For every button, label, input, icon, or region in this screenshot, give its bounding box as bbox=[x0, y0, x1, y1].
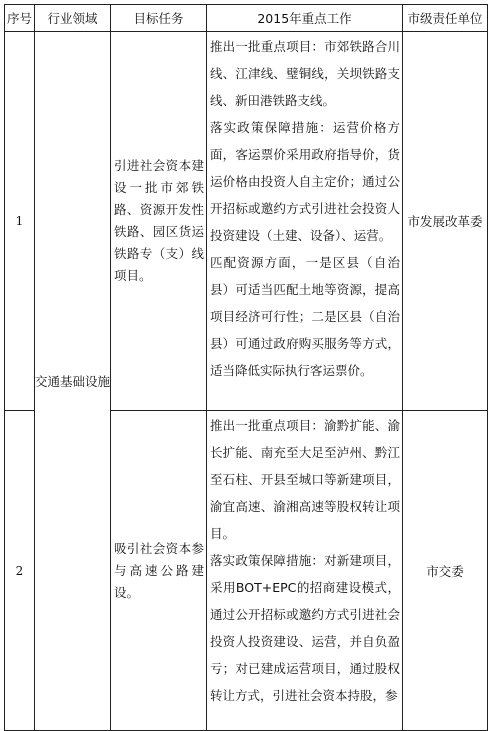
row-number: 1 bbox=[5, 32, 35, 411]
work-cell bbox=[207, 32, 403, 411]
work-cell bbox=[207, 411, 403, 731]
field-cell: 交通基础设施 bbox=[35, 32, 111, 731]
unit-cell: 市发展改革委 bbox=[403, 32, 488, 411]
work-paragraph: 落实政策保障措施：对新建项目，采用BOT+EPC的招商建设模式，通过公开招标或邀约方式引进社会投资人投资建设、运营，并自负盈亏；对已建成运营项目，通过股权转让方式，引进社会资本持股，参 bbox=[210, 553, 400, 703]
header-work: 2015年重点工作 bbox=[207, 5, 403, 32]
table-header-row bbox=[5, 5, 488, 32]
header-field: 行业领域 bbox=[35, 5, 111, 32]
unit-cell: 市交委 bbox=[403, 411, 488, 731]
work-paragraph: 推出一批重点项目：市郊铁路合川线、江津线、璧铜线，关坝铁路支线、新田港铁路支线。 bbox=[210, 39, 400, 108]
header-target: 目标任务 bbox=[111, 5, 207, 32]
work-paragraph: 推出一批重点项目：渝黔扩能、渝长扩能、南充至大足至泸州、黔江至石柱、开县至城口等新建项目，渝宜高速、渝湘高速等股权转让项目。 bbox=[210, 418, 400, 541]
target-cell: 引进社会资本建设一批市郊铁路、资源开发性铁路、园区货运铁路专（支）线项目。 bbox=[111, 32, 207, 411]
target-cell: 吸引社会资本参与高速公路建设。 bbox=[111, 411, 207, 731]
work-paragraph: 落实政策保障措施：运营价格方面，客运票价采用政府指导价，货运价格由投资人自主定价；通过公开招标或邀约方式引进社会投资人投资建设（土建、设备）、运营。 bbox=[210, 120, 400, 243]
row-number: 2 bbox=[5, 411, 35, 731]
header-no: 序号 bbox=[5, 5, 35, 32]
plan-table bbox=[4, 4, 488, 731]
header-unit: 市级责任单位 bbox=[403, 5, 488, 32]
work-paragraph: 匹配资源方面，一是区县（自治县）可适当匹配土地等资源，提高项目经济可行性；二是区县（自治县）可通过政府购买服务等方式，适当降低实际执行客运票价。 bbox=[210, 255, 400, 378]
table-row bbox=[5, 32, 488, 411]
